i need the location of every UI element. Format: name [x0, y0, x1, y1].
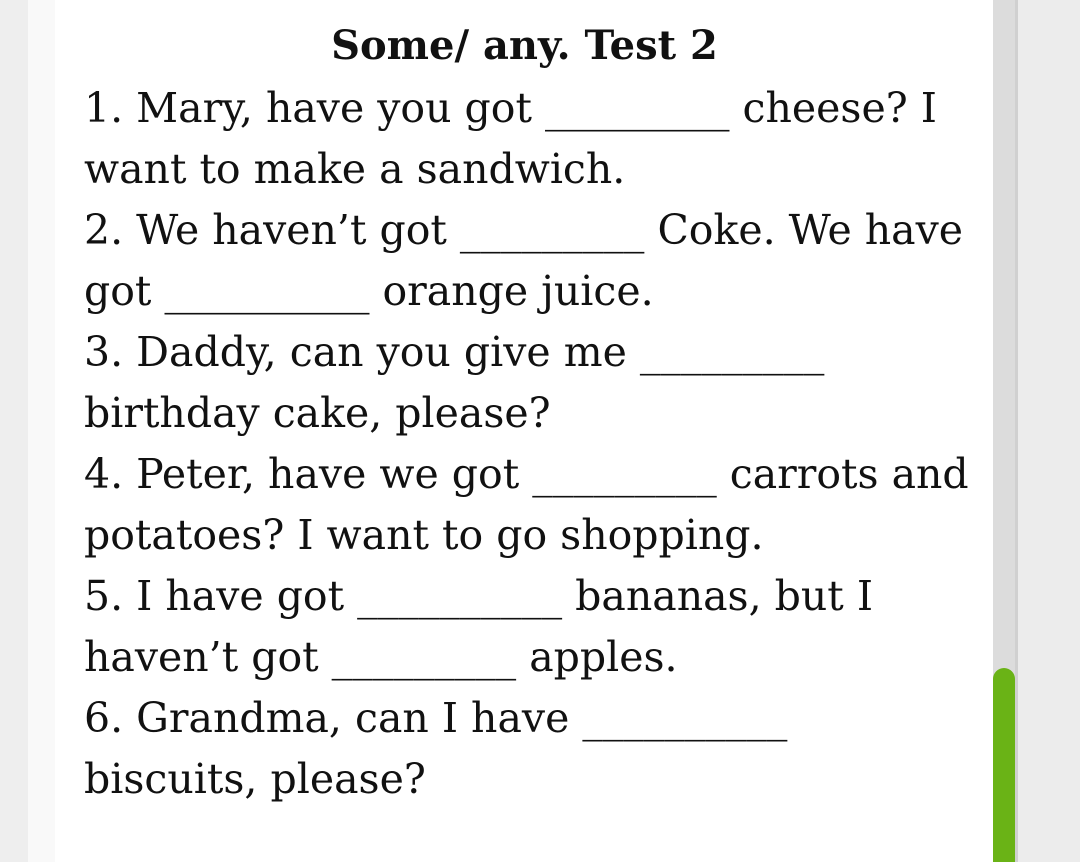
- text-line: 2. We haven’t got _________ Coke. We have: [84, 206, 964, 254]
- exercise-text: [84, 78, 974, 810]
- text-line: 3. Daddy, can you give me _________: [84, 328, 825, 376]
- text-line: haven’t got _________ apples.: [84, 633, 678, 681]
- text-line: birthday cake, please?: [84, 389, 551, 437]
- text-line: 4. Peter, have we got _________ carrots and: [84, 450, 969, 498]
- scrollbar-edge: [1015, 0, 1018, 862]
- text-line: want to make a sandwich.: [84, 145, 626, 193]
- text-line: potatoes? I want to go shopping.: [84, 511, 764, 559]
- text-line: got __________ orange juice.: [84, 267, 654, 315]
- scrollbar-thumb[interactable]: [993, 668, 1015, 862]
- text-line: 5. I have got __________ bananas, but I: [84, 572, 874, 620]
- text-line: 6. Grandma, can I have __________: [84, 694, 788, 742]
- text-line: biscuits, please?: [84, 755, 426, 803]
- worksheet-title: Some/ any. Test 2: [331, 22, 718, 69]
- left-margin: [0, 0, 28, 862]
- text-line: 1. Mary, have you got _________ cheese? I: [84, 84, 937, 132]
